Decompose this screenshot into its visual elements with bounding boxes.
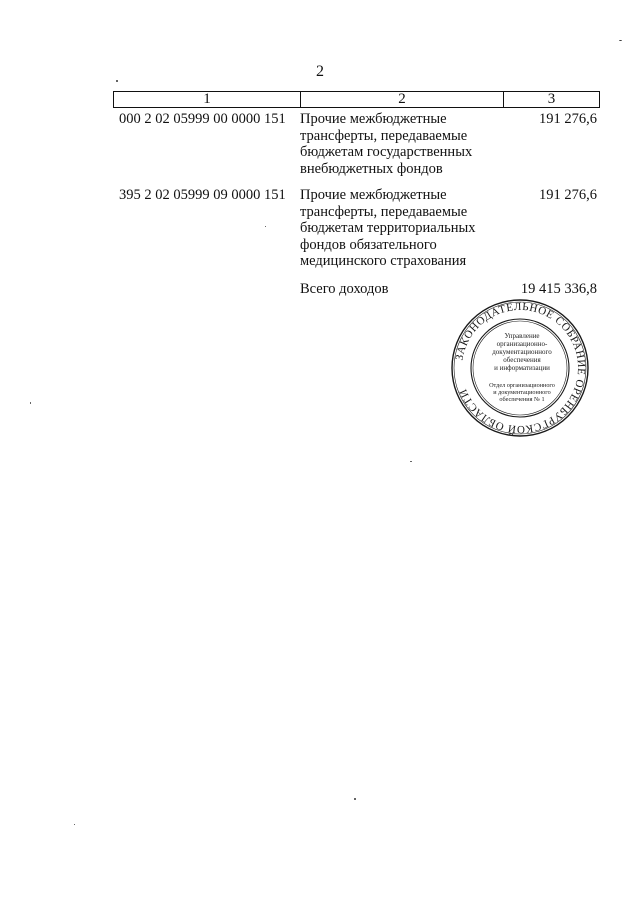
stamp-inner-line: обеспечения [503, 356, 541, 364]
column-header-2: 2 [300, 92, 504, 107]
budget-code: 000 2 02 05999 00 0000 151 [119, 111, 286, 127]
table-header-row [113, 91, 600, 108]
scan-speck [619, 40, 622, 41]
scan-speck [410, 461, 412, 462]
page-number: 2 [316, 63, 324, 80]
revenue-description: Прочие межбюджетные трансферты, передаваемые бюджетам государственных внебюджетных фондов [300, 111, 473, 177]
stamp-outer-text: ЗАКОНОДАТЕЛЬНОЕ СОБРАНИЕ ОРЕНБУРГСКОЙ ОБЛАСТИ [453, 300, 588, 436]
scan-speck [354, 798, 356, 800]
column-header-1: 1 [203, 91, 211, 107]
stamp-inner-line: Управление [504, 332, 540, 340]
scan-speck [74, 824, 75, 825]
budget-code: 395 2 02 05999 09 0000 151 [119, 187, 286, 203]
stamp-inner-line: документационного [492, 348, 552, 356]
stamp-inner-line: и информатизации [494, 364, 550, 372]
scan-speck [265, 226, 266, 227]
total-label: Всего доходов [300, 281, 389, 297]
stamp-inner-line: организационно- [496, 340, 548, 348]
total-amount: 19 415 336,8 [520, 281, 597, 297]
stamp-bottom-line: обеспечения № 1 [499, 396, 545, 403]
stamp-bottom-line: и документационного [493, 389, 551, 396]
official-stamp [450, 298, 590, 438]
stamp-bottom-line: Отдел организационного [489, 382, 555, 389]
column-header-3: 3 [547, 91, 556, 107]
scan-speck [116, 80, 118, 82]
revenue-amount: 191 276,6 [539, 187, 597, 203]
scan-speck [30, 402, 31, 404]
revenue-amount: 191 276,6 [539, 111, 597, 127]
revenue-description: Прочие межбюджетные трансферты, передаваемые бюджетам территориальных фондов обязательного медицинского страхования [300, 187, 476, 269]
